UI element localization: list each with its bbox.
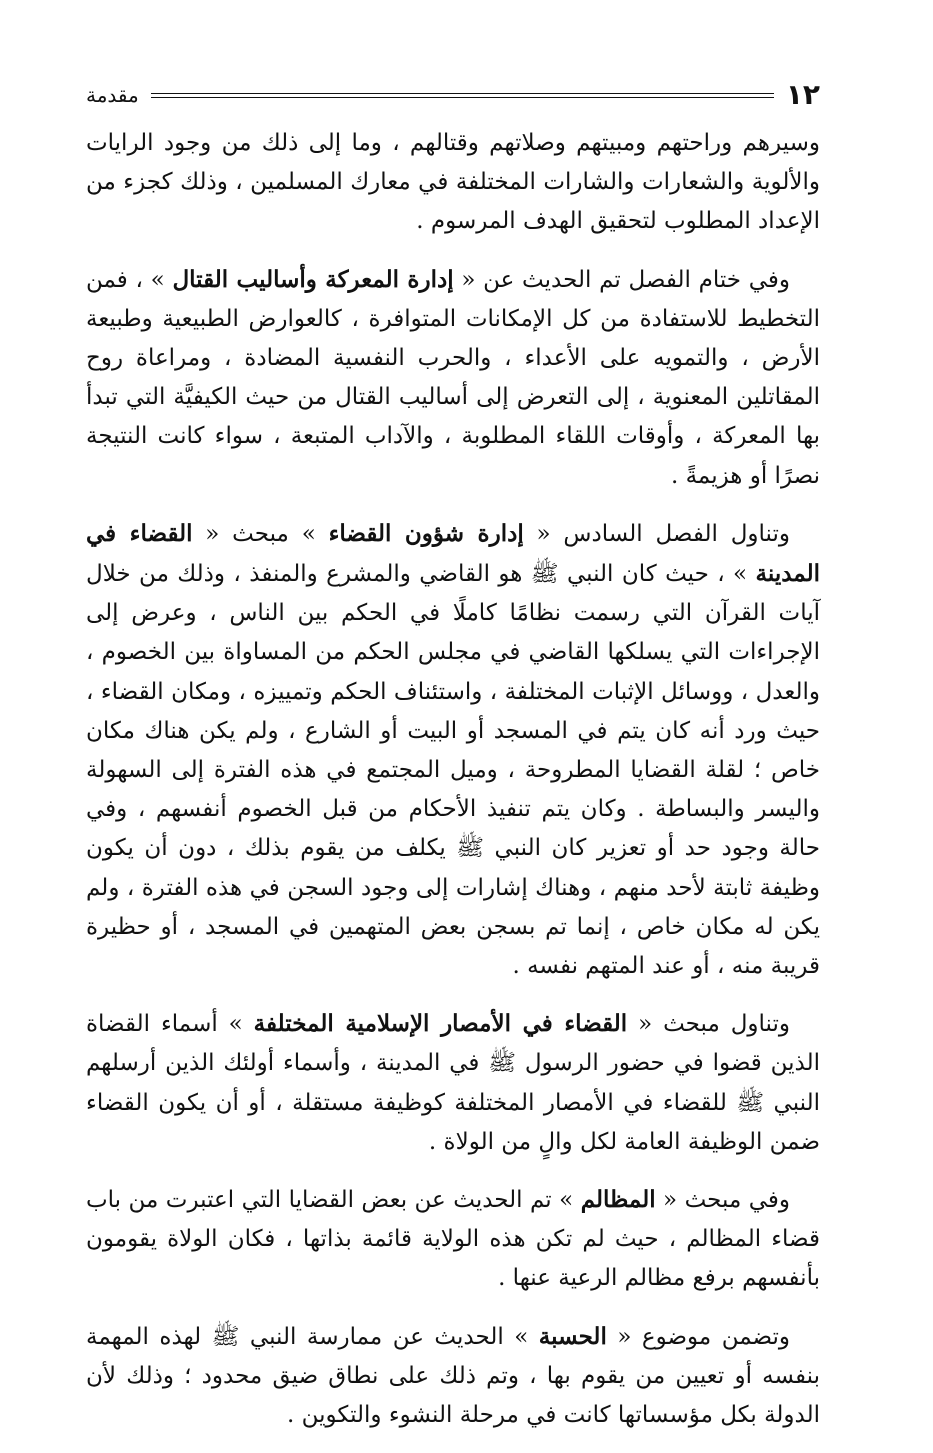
paragraph-text-before: وفي مبحث «: [655, 1187, 791, 1214]
section-title-emphasis: المظالم: [580, 1186, 656, 1214]
section-title-emphasis-2: القضاء في المدينة: [86, 519, 820, 588]
paragraph-text-after: » ، فمن التخطيط للاستفادة من كل الإمكانات المتوافرة ، كالعوارض الطبيعية وطبيعة الأرض ، والتمويه على الأعداء ، والحرب النفسية المضادة ، ومراعاة روح المقاتلين المعنوية ، إلى التعرض إلى أساليب القتال من حيث الكيفيَّة التي تبدأ بها المعركة ، وأوقات اللقاء المطلوبة ، والآداب المتبعة ، سواء كانت النتيجة نصرًا أو هزيمةً .: [86, 266, 820, 489]
paragraph-text-after: » الحديث عن ممارسة النبي ﷺ لهذه المهمة بنفسه أو تعيين من يقوم بها ، وتم ذلك على نطاق ضيق محدود ؛ وذلك لأن الدولة بكل مؤسساتها كانت في مرحلة النشوء والتكوين .: [86, 1323, 820, 1429]
paragraph-text-before: وتناول الفصل السادس «: [523, 520, 790, 547]
paragraph-text-before: وتضمن موضوع «: [606, 1323, 790, 1350]
section-title-emphasis: القضاء في الأمصار الإسلامية المختلفة: [253, 1010, 628, 1038]
section-title-emphasis: إدارة المعركة وأساليب القتال: [172, 265, 454, 293]
section-title-emphasis: إدارة شؤون القضاء: [328, 519, 524, 547]
page-number: ١٢: [785, 78, 820, 111]
paragraph-5: [86, 1180, 820, 1299]
paragraph-2: [86, 260, 820, 496]
paragraph-text-after: » تم الحديث عن بعض القضايا التي اعتبرت من باب قضاء المظالم ، حيث لم تكن هذه الولاية قائمة بذاتها ، فكان الولاة يقومون بأنفسهم برفع مظالم الرعية عنها .: [86, 1187, 820, 1292]
paragraph-6: [86, 1317, 820, 1436]
paragraph-text: وسيرهم وراحتهم ومبيتهم وصلاتهم وقتالهم ، وما إلى ذلك من وجود الرايات والألوية والشعارات والشارات المختلفة في معارك المسلمين ، وذلك كجزء من الإعداد المطلوب لتحقيق الهدف المرسوم .: [86, 130, 820, 235]
section-title-emphasis: الحسبة: [538, 1322, 607, 1350]
paragraph-text-before: وفي ختام الفصل تم الحديث عن «: [453, 266, 790, 293]
body-text: [86, 124, 820, 1453]
paragraph-4: [86, 1004, 820, 1162]
running-title: مقدمة: [86, 83, 139, 107]
paragraph-3: [86, 514, 820, 986]
paragraph-text-before: وتناول مبحث «: [627, 1011, 790, 1038]
paragraph-text-middle: » مبحث «: [192, 520, 329, 547]
page-header: [86, 78, 820, 112]
paragraph-1: [86, 124, 820, 242]
paragraph-text-after: » ، حيث كان النبي ﷺ هو القاضي والمشرع والمنفذ ، وذلك من خلال آيات القرآن التي رسمت نظامًا كاملًا في الحكم بين الناس ، وعرض إلى الإجراءات التي يسلكها القاضي في مجلس الحكم من المساواة بين الخصوم ، والعدل ، ووسائل الإثبات المختلفة ، واستئناف الحكم وتمييزه ، ومكان القضاء ، حيث ورد أنه كان يتم في المسجد أو البيت أو الشارع ، ولم يكن هناك مكان خاص ؛ لقلة القضايا المطروحة ، وميل المجتمع في هذه الفترة إلى السهولة واليسر والبساطة . وكان يتم تنفيذ الأحكام من قبل الخصوم أنفسهم ، وفي حالة وجود حد أو تعزير كان النبي ﷺ يكلف من يقوم بذلك ، دون أن يكون وظيفة ثابتة لأحد منهم ، وهناك إشارات إلى وجود السجن في هذه الفترة ، ولم يكن له مكان خاص ، إنما تم بسجن بعض المتهمين في المسجد ، أو حظيرة قريبة منه ، أو عند المتهم نفسه .: [86, 561, 820, 980]
header-rule: [151, 93, 774, 98]
paragraph-text-after: » أسماء القضاة الذين قضوا في حضور الرسول ﷺ في المدينة ، وأسماء أولئك الذين أرسلهم النبي ﷺ للقضاء في الأمصار المختلفة كوظيفة مستقلة ، أو أن يكون القضاء ضمن الوظيفة العامة لكل والٍ من الولاة .: [86, 1011, 820, 1155]
